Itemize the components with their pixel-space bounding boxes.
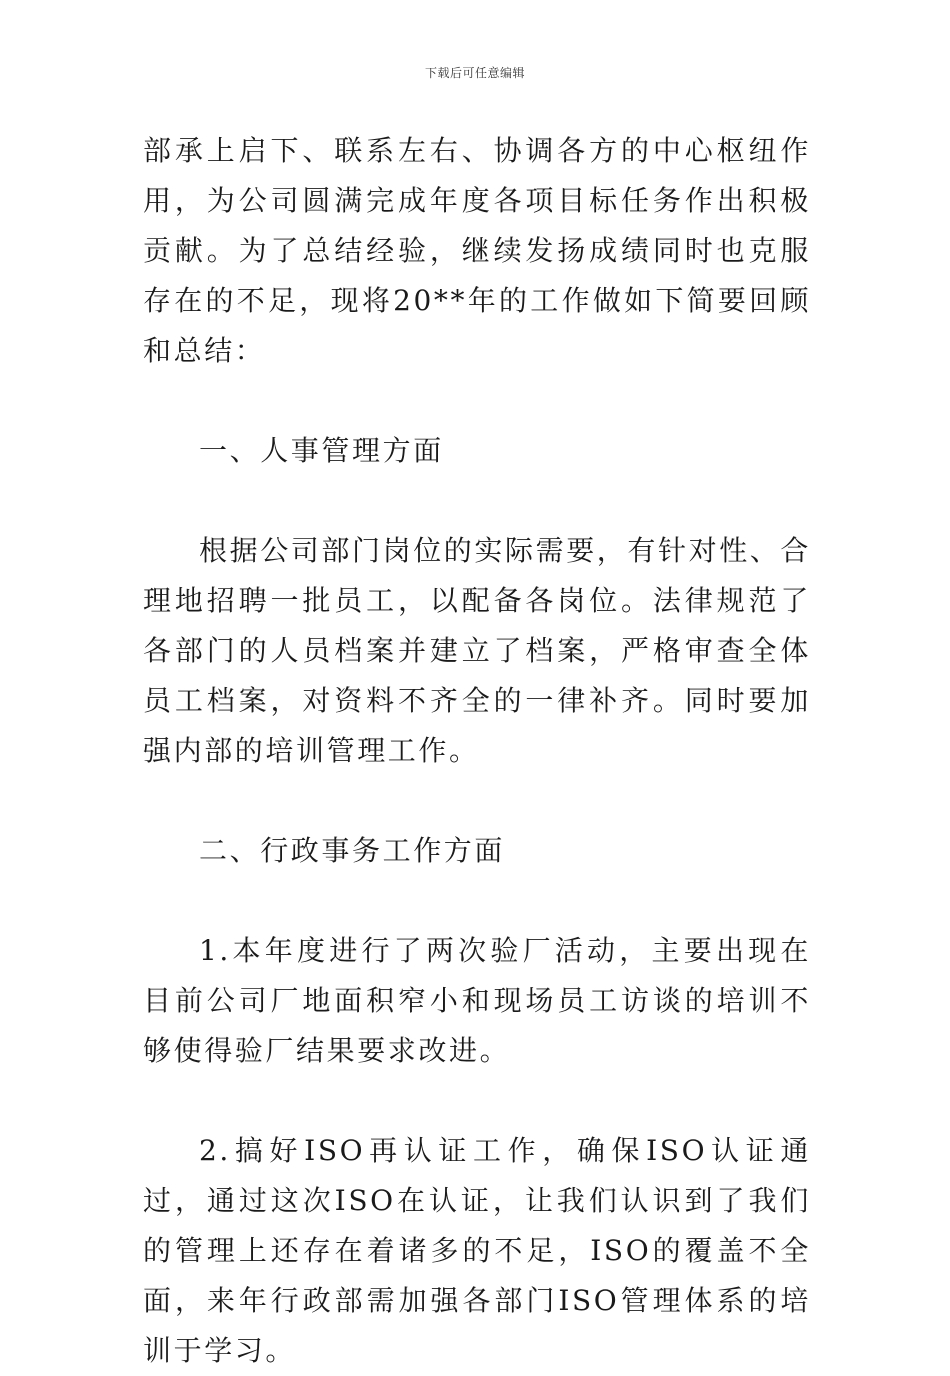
intro-paragraph: 部承上启下、联系左右、协调各方的中心枢纽作用，为公司圆满完成年度各项目标任务作出积极贡献。为了总结经验，继续发扬成绩同时也克服存在的不足，现将20**年的工作做如下简要回顾和总结： — [143, 134, 811, 367]
paragraph-gap — [143, 876, 811, 926]
document-body — [143, 126, 811, 1376]
section-heading-personnel: 一、人事管理方面 — [199, 434, 444, 467]
download-note: 下载后可任意编辑 — [424, 66, 525, 80]
paragraph-gap — [143, 476, 811, 526]
section-heading-administration: 二、行政事务工作方面 — [199, 834, 506, 867]
paragraph-gap — [143, 776, 811, 826]
paragraph-gap — [143, 376, 811, 426]
paragraph-gap — [143, 1076, 811, 1126]
list-item-iso-certification: 2.搞好ISO再认证工作，确保ISO认证通过，通过这次ISO在认证，让我们认识到了我们的管理上还存在着诸多的不足，ISO的覆盖不全面，来年行政部需加强各部门ISO管理体系的培训于学习。 — [143, 1134, 811, 1367]
list-item-factory-audit: 1.本年度进行了两次验厂活动，主要出现在目前公司厂地面积窄小和现场员工访谈的培训不够使得验厂结果要求改进。 — [143, 934, 811, 1067]
personnel-paragraph: 根据公司部门岗位的实际需要，有针对性、合理地招聘一批员工，以配备各岗位。法律规范了各部门的人员档案并建立了档案，严格审查全体员工档案，对资料不齐全的一律补齐。同时要加强内部的培训管理工作。 — [143, 534, 812, 767]
